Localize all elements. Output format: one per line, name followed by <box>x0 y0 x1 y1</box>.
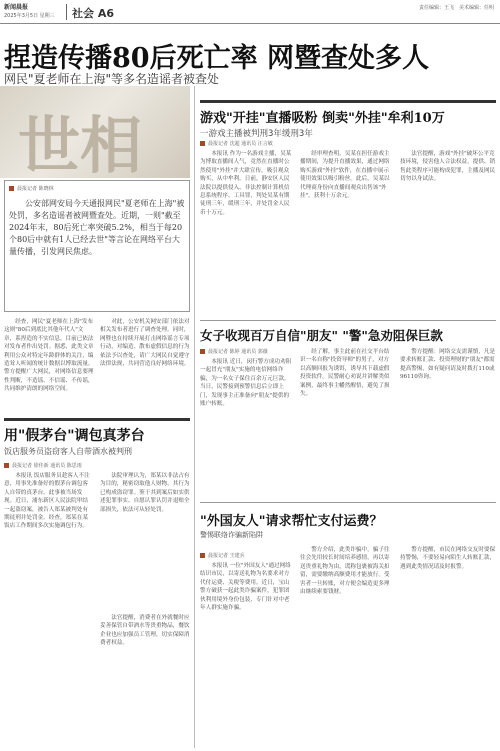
section-label: 社会 A6 <box>72 7 114 20</box>
story-two-col-3: 法官提醒，游戏"外挂"破坏公平竞技环境，侵害他人合法权益，提供、销售此类程序可能构成犯罪，主播及网民切勿以身试法。 <box>400 151 496 183</box>
paper-name: 新闻晨报 <box>4 4 29 11</box>
issue-date: 2025年3月5日 星期三 <box>4 13 55 19</box>
story-four-subtitle: 饭店服务员盗窃客人自带酒水被判刑 <box>4 447 132 456</box>
story-four-col-1: 本报讯 饭店服务员趁客人不注意，用事先准备好的假茅台调包客人自带的真茅台，此事被当场发现。近日，浦东新区人民法院审结一起盗窃案，被告人郑某被判处有期徒刑并处罚金。经查，郑某在某饭店工作期间多次实施调包行为。 <box>4 473 90 530</box>
byline-text: 晨报记者 徐佳新 通讯员 陈思雨 <box>12 463 82 469</box>
story-five-byline <box>200 552 245 559</box>
story-three-title[interactable]: 女子收现百万自信"朋友" "警"急劝阻保巨款 <box>200 328 443 343</box>
byline-text: 晨报记者 陈婷 通讯员 郭薇 <box>208 349 268 355</box>
column-divider <box>194 86 195 748</box>
story-five-subtitle: 警惕联络诈骗新陷阱 <box>200 531 263 539</box>
story-two-byline <box>200 140 273 147</box>
editor-line: 责任编辑：王飞 美术编辑：任明 <box>418 5 494 11</box>
top-story-title[interactable]: 捏造传播80后死亡率 网暨查处多人 <box>4 43 429 74</box>
page-header <box>0 0 500 24</box>
story-five-col-2: 警方介绍，此类诈骗中，骗子往往会先用较长时间培养感情，再以寄送贵重礼物为由，谎称包裹被海关扣留，需要缴纳高额费用才能放行。受害者一旦转账，对方便会编造更多理由继续索要钱财。 <box>300 547 390 596</box>
story-two-col-2: 经审理查明，吴某在担任游戏主播期间，为提升直播效果，通过网络购买游戏"外挂"软件，在直播中展示使用效果以吸引粉丝。此后，吴某以代理商身份向直播间观众出售该"外挂"，获利十万余元。 <box>300 151 390 200</box>
story-five-header <box>200 506 400 540</box>
story-four-title[interactable]: 用"假茅台"调包真茅台 <box>4 428 145 444</box>
story-four-header <box>4 418 190 457</box>
top-story-lead: 公安部网安局今天通报网民"夏老师在上海"被处罚，多名造谣者被网暨查处。近期，一则"截至2024年末，80后死亡率突破5.2%，相当于每20个80后中就有1人已经去世"等言论在网络平台大量传播，引发网民焦虑。 <box>9 199 185 256</box>
top-story-lead-box <box>4 180 190 312</box>
byline-text: 晨报记者 王建兵 <box>208 553 245 559</box>
story-four-col-2: 法院审理认为，郑某以非法占有为目的，秘密窃取他人财物，其行为已构成盗窃罪。鉴于其到案后如实供述犯罪事实、自愿认罪认罚并退赔全部损失，依法可从轻处罚。 <box>100 473 190 513</box>
story-four-col-3: 法官提醒，消费者在外就餐时应妥善保管自带酒水等贵重物品，餐饮企业也应加强员工管理，切实保障消费者权益。 <box>100 615 190 647</box>
story-four-byline <box>4 462 82 469</box>
story-three-col-2: 经了解，事主此前在社交平台结识一名自称"投资导师"的男子，对方以高额回报为诱饵，诱导其下载虚假投资软件。民警耐心劝说并讲解类似案例，最终事主幡然醒悟，避免了损失。 <box>300 349 390 398</box>
header-divider <box>66 4 67 20</box>
section-rule <box>200 320 496 321</box>
byline-marker-icon <box>9 186 14 191</box>
story-three-byline <box>200 348 268 355</box>
top-story-col-1: 经查，网民"夏老师在上海"发布这则"80后到底比其他年代人"文章，系捏造的不实信息，目前已依法对发布者作出处罚。据悉，此类文章利用公众对特定年龄群体的关注，编造耸人听闻的统计数据以博取流量。警方提醒广大网民，对网络信息要理性判断，不造谣、不信谣、不传谣，共同维护清朗的网络空间。 <box>4 319 94 393</box>
story-two-header <box>200 100 496 139</box>
byline-marker-icon <box>200 141 205 146</box>
byline-text: 晨报记者 陈晓林 <box>17 186 54 192</box>
story-five-col-3: 警方提醒，市民在网络交友时要保持警惕，不要轻易向陌生人转账汇款，遇到此类情况请及时报警。 <box>400 547 496 570</box>
story-two-subtitle: 一游戏主播被判刑3年缓刑3年 <box>200 129 313 139</box>
byline-marker-icon <box>4 463 9 468</box>
story-three-header <box>200 322 496 344</box>
top-story-subtitle: 网民"夏老师在上海"等多名造谣者被查处 <box>4 72 220 86</box>
top-story-byline <box>9 185 185 192</box>
byline-marker-icon <box>200 553 205 558</box>
story-three-col-1: 本报讯 近日，闵行警方成功劝阻一起冒充"朋友"实施的电信网络诈骗，为一名女子保住百余万元巨款。当日，民警接到预警信息后立即上门，发现事主正准备向"朋友"提供的账户转账。 <box>200 359 292 408</box>
section-rule <box>200 502 496 503</box>
byline-text: 晨报记者 沈超 通讯员 汪言敏 <box>208 141 273 147</box>
top-story-photo <box>0 86 190 178</box>
story-two-title[interactable]: 游戏"开挂"直播吸粉 倒卖"外挂"牟利10万 <box>200 111 445 126</box>
story-three-col-3: 警方提醒：网络交友需谨慎，凡是要求转账汇款、投资理财的"朋友"都需提高警惕，如有疑问请及时拨打110或96110咨询。 <box>400 349 496 381</box>
top-story-col-2: 对此，公安机关网安部门依法对相关发布者进行了调查处理。同时，网暨也在持续开展打击网络谣言专项行动，对编造、散布虚假信息的行为依法予以查处，请广大网民自觉遵守法律法规，共同营造良好网络环境。 <box>100 319 190 368</box>
story-five-title[interactable]: "外国友人"请求帮忙支付运费？ <box>200 514 383 529</box>
byline-marker-icon <box>200 349 205 354</box>
story-five-col-1: 本报讯 一位"外国友人"通过网络结识市民，以寄送礼物为名要求对方代付运费、关税等费用。近日，宝山警方破获一起此类诈骗案件，犯罪团伙利用境外身份包装，专门针对中老年人群实施诈骗。 <box>200 563 291 612</box>
photo-calligraphy: 世相 <box>18 109 143 178</box>
story-two-col-1: 本报讯 作为一名游戏主播，吴某为博取直播间人气，竟然在直播时公然使用"外挂"并大肆宣传，吸引观众购买，从中牟利。日前，静安区人民法院以提供侵入、非法控制计算机信息系统程序、工具罪，判处吴某有期徒刑三年，缓刑三年，并处罚金人民币十万元。 <box>200 151 292 216</box>
